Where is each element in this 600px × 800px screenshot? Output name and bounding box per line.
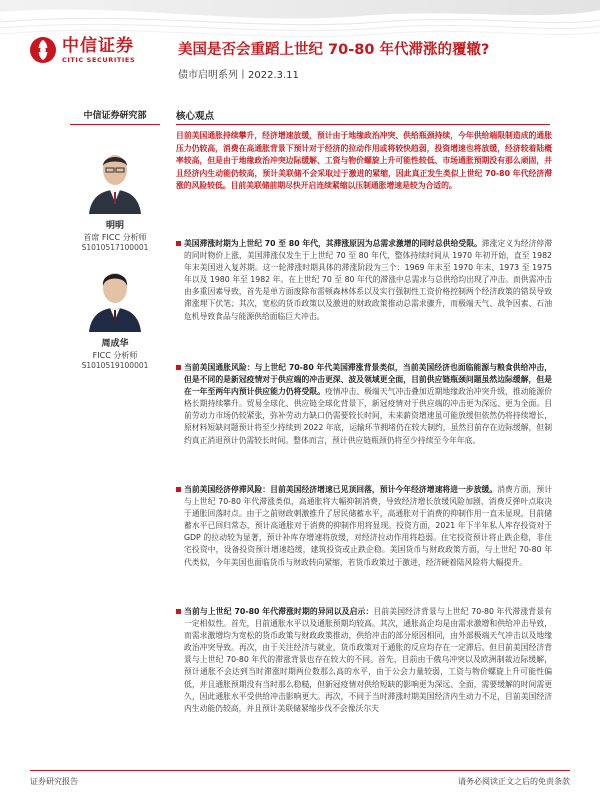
left-divider	[70, 124, 160, 125]
section-stagflation-history	[176, 238, 552, 323]
analyst-name: 周成华	[101, 339, 129, 349]
section-body: 目前美国经济背景与上世纪 70-80 年代滞涨背景有一定相似性。首先，目前通胀水平以及通胀预期均较高。其次，通胀高企均是由需求激增和供给冲击导致，而需求激增均为宽松的货币政策与财政政策推动，供给冲击的部分原因相同，由外部极端天气冲击以及地缘政治冲突导致。再次，由于关注经济与就业，货币政策对于通胀的反应均存在一定滞后。但目前美国经济背景与上世纪 70-80 年代的滞涨背景也存在较大的不同。首先，目前由于俄乌冲突以及欧洲制裁边际缓解，预计通胀不会达到当时滞涨时期两位数那么高的水平，由于公会力量较弱，工资与物价螺旋上升可能性偏低，并且通胀预期没有当时那么稳糙，但新冠疫情对供给短缺的影响更为深远、全面，需要缓解的时间需更久，因此通胀水平受供给冲击影响更大。再次，不同于当时滞涨时期美国经济内生动力不足，目前美国经济内生动能仍较高，并且预计美联储紧缩步伐不会像沃尔夫	[184, 607, 552, 713]
analyst-portrait-icon	[83, 258, 147, 332]
logo-name-cn: 中信证券	[62, 36, 134, 56]
citic-logo-icon	[28, 35, 58, 65]
section-body: 滞涨定义为经济停滞的同时物价上涨，美国滞涨仅发生于上世纪 70 至 80 年代，整体持续时间从 1970 年初开始，直至 1982 年末美国进入复苏期。这一轮滞涨时期具体的滞涨阶段为三个：1969 年末至 1970 年末、1973 至 1975 年以及 1980 年至 1982 年。在上世纪 70 至 80 年代的滞涨中总需求与总供给均出现了冲击。而供需冲击由多重因素导致，首先是单方面废除布雷顿森林体系以及实行强制性工资价格控制两个经济政策的错误导致滞涨埋下伏笔；其次，宽松的货币政策以及激进的财政政策推动总需求骤升，而极端天气、战争因素、石油危机导致食品与能源供给面临巨大冲击。	[184, 239, 552, 321]
right-divider	[176, 124, 550, 125]
section-lead: 美国滞涨时期为上世纪 70 至 80 年代，其滞涨原因为总需求激增的同时总供给受限。	[184, 239, 482, 248]
analyst-name: 明明	[105, 221, 124, 231]
section-lead: 当前与上世纪 70-80 年代滞涨时期的异同以及启示：	[184, 607, 374, 616]
analyst-card-2	[60, 258, 170, 371]
section-body: 疫情冲击、极端天气冲击叠加近期地缘政治冲突升级，推动能源价格长期持续攀升。贸易全球化、供应链全球化背景下，新冠疫情对于供应端的冲击更为深远、更为全面。目前劳动力市场仍较紧张，弥补劳动力缺口仍需要较长时间，未来薪资增速虽可能放缓但依然仍将持续增长，原材料短缺问题预计将至少持续到 2022 年底，运输环节拥堵仍在较大制约，虽然目前存在边际缓解，但制约真正消退预计仍需较长时间。整体而言，预计供应链瓶颈仍将至少持续至今年年底。	[184, 387, 553, 445]
analyst-license-id: S1010517100001	[81, 243, 149, 252]
logo-name-en: CITIC SECURITIES	[62, 56, 136, 64]
analyst-portrait-icon	[83, 140, 147, 214]
analyst-role: 首席 FICC 分析师	[83, 233, 147, 242]
section-stagnation-risk	[176, 484, 552, 569]
analyst-card-1	[60, 140, 170, 253]
section-lead: 当前美国经济停滞风险：目前美国经济增速已见顶回落，预计今年经济增速将进一步放缓。	[184, 485, 498, 494]
square-bullet-icon	[176, 241, 181, 246]
section-lead: 当前美国通胀风险：与上世纪 70-80 年代美国滞涨背景类似，当前美国经济也面临能源与粮食供给冲击，但是不同的是新冠疫情对于供应端的冲击更深、波及领域更全面，目前供应链瓶颈问题虽然边际缓解，但是在一年至两年内预计供应能力仍将受限。	[184, 363, 552, 397]
footer-divider	[30, 770, 570, 771]
key-points-heading: 核心观点	[176, 111, 215, 122]
analyst-role: FICC 分析师	[92, 351, 138, 360]
report-title: 美国是否会重蹈上世纪 70-80 年代滞涨的覆辙?	[178, 42, 490, 58]
square-bullet-icon	[176, 487, 181, 492]
footer-disclaimer: 请务必阅读正文之后的免责条款	[458, 777, 570, 786]
citic-logo	[28, 35, 135, 65]
square-bullet-icon	[176, 365, 181, 370]
report-series-date: 债市启明系列丨2022.3.11	[178, 70, 299, 81]
analyst-license-id: S1010519100001	[81, 361, 149, 370]
square-bullet-icon	[176, 609, 181, 614]
section-body: 消费方面，预计与上世纪 70-80 年代滞涨类似，高通胀将大幅抑制消费，导致经济增长放缓风险加剧，消费反弹叶点取决于通胀回落时点。由于之前财政刺激推升了居民储蓄水平，高通胀对于消费的抑制作用一直未显现，目前储蓄水平已回归常态，预计高通胀对于消费的抑制作用将显现。投资方面，2021 年下半年私人库存投资对于 GDP 的拉动较为显著，预计补库存增速将放缓，对经济拉动作用将趋弱。住宅投资预计将止跌企稳，非住宅投资中，设备投资预计增速趋缓，建筑投资或止跌企稳。美国货币与财政政策方面，与上世纪 70-80 年代类似，今年美国也面临货币与财政转向紧缩，若货币政策过于激进，经济硬着陆风险将大幅提升。	[184, 485, 552, 567]
research-department: 中信证券研究部	[83, 111, 147, 121]
report-header	[0, 0, 600, 92]
section-inflation-risk	[176, 362, 552, 447]
summary-paragraph: 目前美国通胀持续攀升，经济增速放缓，预计由于地缘政治冲突、供给瓶颈持续，今年供给端限制造成的通胀压力仍较高，消费在高通胀背景下预计对于经济的拉动作用或将较快趋弱，投资增速也将放缓，经济较着陆概率较高，但是由于地缘政治冲突边际缓解、工资与物价螺旋上升可能性较低、市场通胀预期没有那么顽固，并且经济内生动能仍较高，预计美联储不会采取过于激进的紧缩，因此真正发生类似上世纪 70-80 年代经济滞涨的风险较低。目前美联储前期尽快开启连续紧缩以压制通胀增速是较为合适的。	[176, 131, 552, 191]
footer-report-type: 证券研究报告	[30, 777, 78, 786]
section-comparison	[176, 606, 552, 762]
